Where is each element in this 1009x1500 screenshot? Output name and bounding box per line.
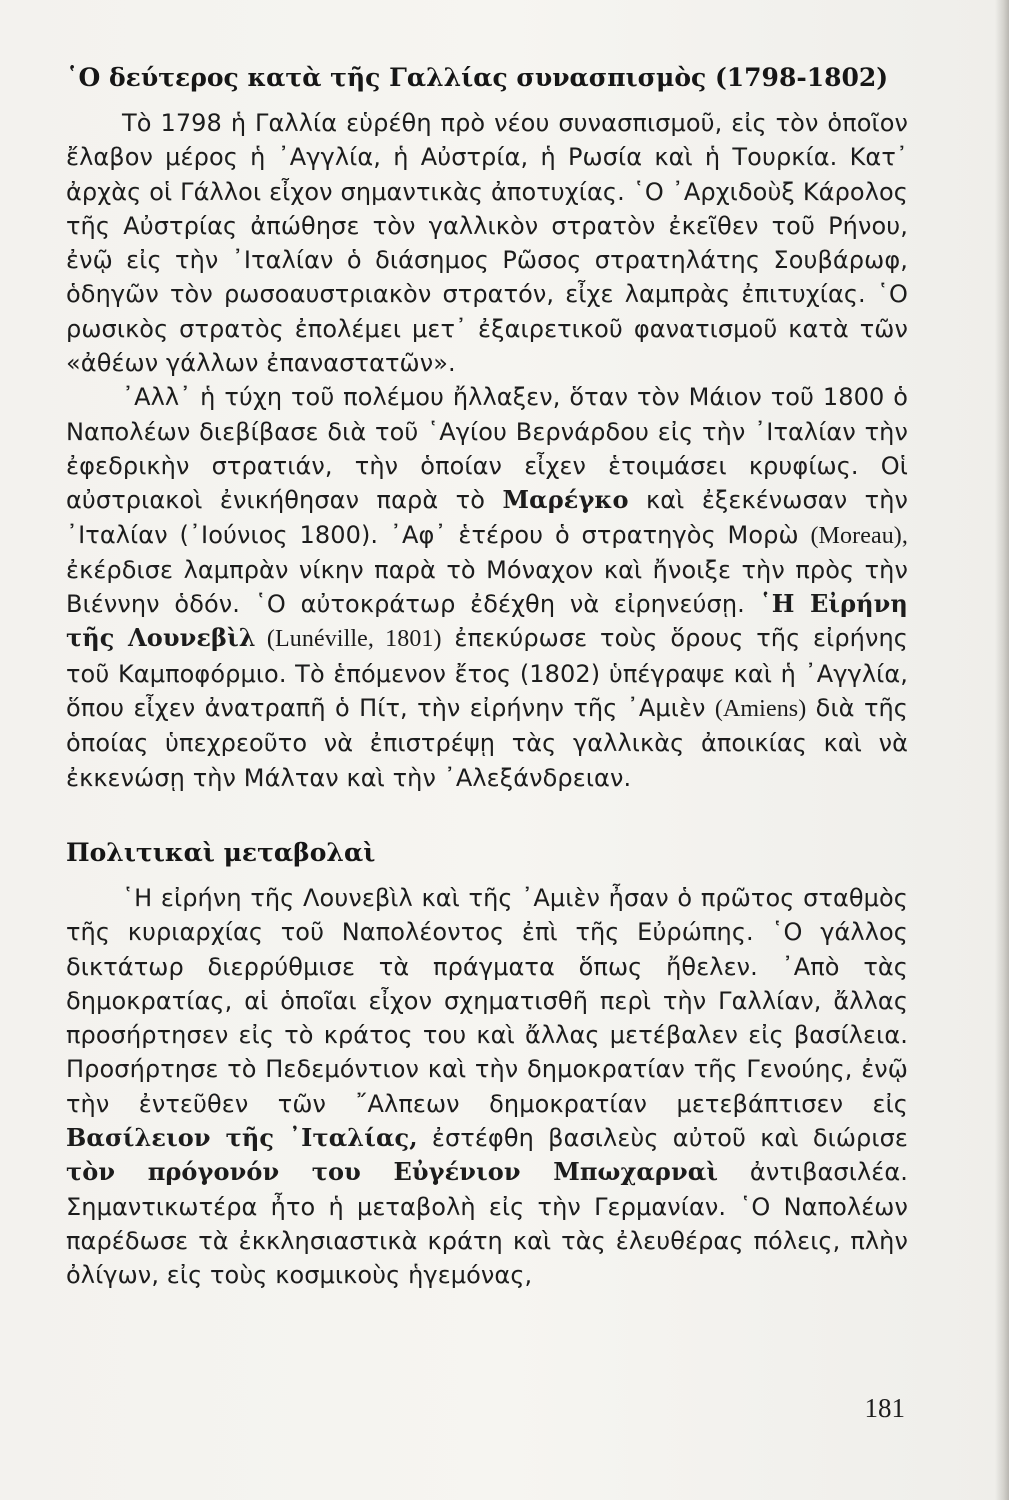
latin-term-amiens: (Amiens) <box>714 696 807 723</box>
text-run: ῾Η εἰρήνη τῆς Λουνεβὶλ καὶ τῆς ᾿Αμιὲν ἦσαν ὁ πρῶτος σταθμὸς τῆς κυριαρχίας τοῦ Ναπολέοντος ἐπὶ τῆς Εὐρώπης. ῾Ο γάλλος δικτάτωρ διερρύθμισε τὰ πράγματα ὅπως ἤθελεν. ᾿Απὸ τὰς δημοκρατίας, αἱ ὁποῖαι εἶχον σχηματισθῆ περὶ τὴν Γαλλίαν, ἄλλας προσήρτησεν εἰς τὸ κράτος του καὶ ἄλλας μετέβαλεν εἰς βασίλεια. Προσήρτησε τὸ Πεδεμόντιον καὶ τὴν δημοκρατίαν τῆς Γενούης, ἐνῷ τὴν ἐντεῦθεν τῶν ῎Αλπεων δημοκρατίαν μετεβάπτισεν εἰς <box>66 883 908 1118</box>
latin-term-moreau: (Moreau), <box>810 522 908 549</box>
latin-term-luneville: (Lunéville, 1801) <box>255 626 442 653</box>
text-run: ἀντιβασιλέα. Σημαντικωτέρα ἦτο ἡ μεταβολὴ εἰς τὴν Γερμανίαν. ῾Ο Ναπολέων παρέδωσε τὰ ἐκκλησιαστικὰ κράτη καὶ τὰς ἐλευθέρας πόλεις, πλὴν ὀλίγων, εἰς τοὺς κοσμικοὺς ἡγεμόνας, <box>66 1158 908 1290</box>
bold-term-kingdom-italy: Βασίλειον τῆς ᾿Ιταλίας, <box>66 1123 418 1153</box>
text-run: ἐστέφθη βασιλεὺς αὐτοῦ καὶ διώρισε <box>417 1124 908 1153</box>
text-run: Τὸ 1798 ἡ Γαλλία εὑρέθη πρὸ νέου συνασπισμοῦ, εἰς τὸν ὁποῖον ἔλαβον μέρος ἡ ᾿Αγγλία, ἡ Αὐστρία, ἡ Ρωσία καὶ ἡ Τουρκία. Κατ᾿ ἀρχὰς οἱ Γάλλοι εἶχον σημαντικὰς ἀποτυχίας. ῾Ο ᾿Αρχιδοὺξ Κάρολος τῆς Αὐστρίας ἀπώθησε τὸν γαλλικὸν στρατὸν ἐκεῖθεν τοῦ Ρήνου, ἐνῷ εἰς τὴν ᾿Ιταλίαν ὁ διάσημος Ρῶσος στρατηλάτης Σουβάρωφ, ὁδηγῶν τὸν ρωσοαυστριακὸν στρατόν, εἶχε λαμπρὰς ἐπιτυχίας. ῾Ο ρωσικὸς στρατὸς ἐπολέμει μετ᾿ ἐξαιρετικοῦ φανατισμοῦ κατὰ τῶν «ἀθέων γάλλων ἐπαναστατῶν». <box>66 109 908 378</box>
text-run: ἐκέρδισε λαμπρὰν νίκην παρὰ τὸ Μόναχον καὶ ἤνοιξε τὴν πρὸς τὴν Βιέννην ὁδόν. ῾Ο αὐτοκράτωρ ἐδέχθη νὰ εἰρηνεύσῃ. <box>66 555 908 619</box>
text-run: ἐπεκύρωσε τοὺς ὅρους τῆς εἰρήνης τοῦ Καμποφόρμιο. Τὸ ἑπόμενον ἔτος (1802) ὑπέγραψε καὶ ἡ ᾿Αγγλία, ὅπου εἶχεν ἀνατραπῆ ὁ Πίτ, τὴν εἰρήνην τῆς ᾿Αμιὲν <box>66 624 908 723</box>
bold-term-eugene-beauharnais: τὸν πρόγονόν του Εὐγένιον Μπωχαρναὶ <box>66 1157 719 1187</box>
text-run: διὰ τῆς ὁποίας ὑπεχρεοῦτο νὰ ἐπιστρέψῃ τὰς γαλλικὰς ἀποικίας καὶ νὰ ἐκκενώσῃ τὴν Μάλταν καὶ τὴν ᾿Αλεξάνδρειαν. <box>66 694 908 792</box>
text-run: καὶ ἐξεκένωσαν τὴν ᾿Ιταλίαν (᾿Ιούνιος 1800). ᾿Αφ᾿ ἑτέρου ὁ στρατηγὸς Μορὼ <box>66 486 909 549</box>
page-edge-shadow <box>995 0 1009 1500</box>
page-number: 181 <box>864 1393 905 1423</box>
paragraph-political-changes <box>66 881 908 1293</box>
bold-term-marengo: Μαρέγκο <box>502 485 629 515</box>
bold-term-luneville-peace: ῾Η Εἰρήνη τῆς Λουνεβὶλ <box>66 589 908 653</box>
paragraph-marengo <box>66 380 908 795</box>
text-run: ᾿Αλλ᾿ ἡ τύχη τοῦ πολέμου ἤλλαξεν, ὅταν τὸν Μάιον τοῦ 1800 ὁ Ναπολέων διεβίβασε διὰ τοῦ ῾Αγίου Βερνάρδου εἰς τὴν ᾿Ιταλίαν τὴν ἐφεδρικὴν στρατιάν, τὴν ὁποίαν εἶχεν ἑτοιμάσει κρυφίως. Οἱ αὐστριακοὶ ἐνικήθησαν παρὰ τὸ <box>66 383 908 515</box>
section-heading-second-coalition: ῾Ο δεύτερος κατὰ τῆς Γαλλίας συνασπισμὸς (1798-1802) <box>66 63 889 92</box>
paragraph-coalition-1798 <box>66 106 908 380</box>
section-heading-political-changes: Πολιτικαὶ μεταβολαὶ <box>66 837 376 867</box>
page-content <box>66 60 908 1293</box>
